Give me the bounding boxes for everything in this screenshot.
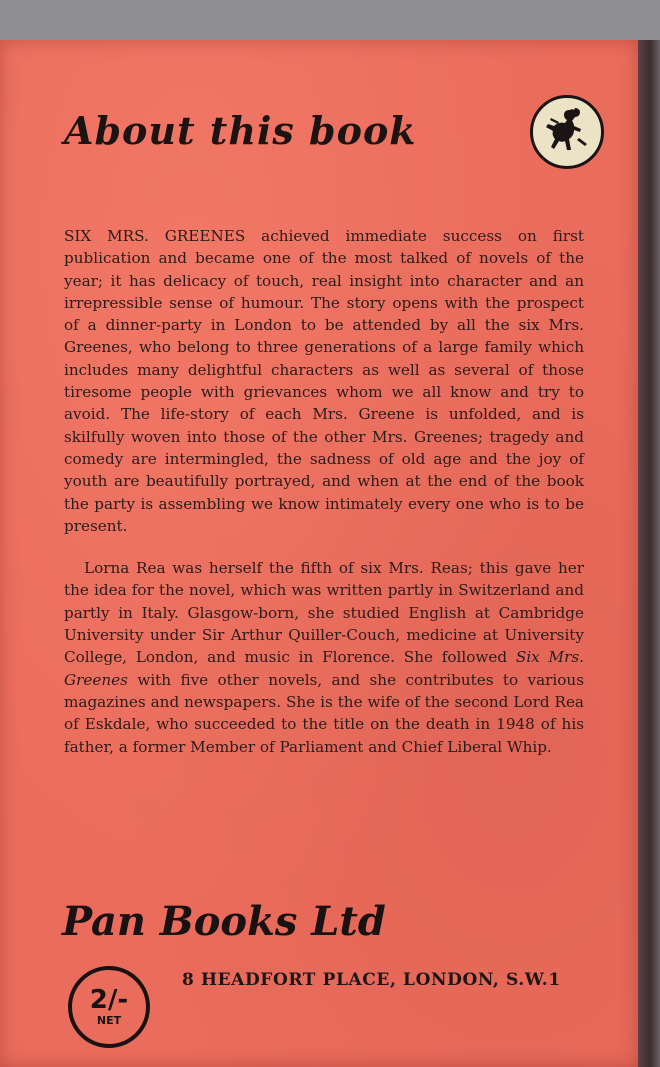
price-badge — [68, 966, 150, 1048]
pan-figure-icon — [539, 104, 595, 160]
book-title-italic: Six Mrs. Greenes — [64, 648, 584, 689]
price-amount: 2/- — [89, 985, 129, 1015]
blurb-text: with five other novels, and she contributes to various magazines and newspapers. She is the wife of the second Lord Rea of Eskdale, who succeeded to the title on the death in 1948 of his father, a former Member of Parliament and Chief Liberal Whip. — [64, 670, 584, 756]
price-net-label: NET — [96, 1014, 122, 1027]
blurb-paragraph-2 — [64, 557, 584, 758]
publisher-address: 8 HEADFORT PLACE, LONDON, S.W.1 — [182, 970, 561, 990]
blurb-text: Lorna Rea was herself the fifth of six Mrs. Reas; this gave her the idea for the novel, which was written partly in Switzerland and partly in Italy. Glasgow-born, she studied English at Cambridge University under Sir Arthur Quiller-Couch, medicine at University College, London, and music in Florence. She followed — [64, 559, 584, 667]
book-spine-edge — [638, 40, 660, 1067]
blurb-paragraph-1: SIX MRS. GREENES achieved immediate success on first publication and became one of the most talked of novels of the year; it has delicacy of touch, real insight into character and an irrepressible sense of humour. The story opens with the prospect of a dinner-party in London to be attended by all the six Mrs. Greenes, who belong to three generations of a large family which includes many delightful characters as well as several of those tiresome people with grievances whom we all know and try to avoid. The life-story of each Mrs. Greene is unfolded, and is skilfully woven into those of the other Mrs. Greenes; tragedy and comedy are intermingled, the sadness of old age and the joy of youth are beautifully portrayed, and when at the end of the book the party is assembling we know intimately every one who is to be present. — [64, 227, 584, 535]
book-description — [64, 225, 584, 758]
page-title: About this book — [64, 108, 417, 153]
book-back-cover — [0, 40, 638, 1067]
pan-piper-logo-icon — [530, 95, 604, 169]
publisher-name: Pan Books Ltd — [62, 898, 386, 945]
